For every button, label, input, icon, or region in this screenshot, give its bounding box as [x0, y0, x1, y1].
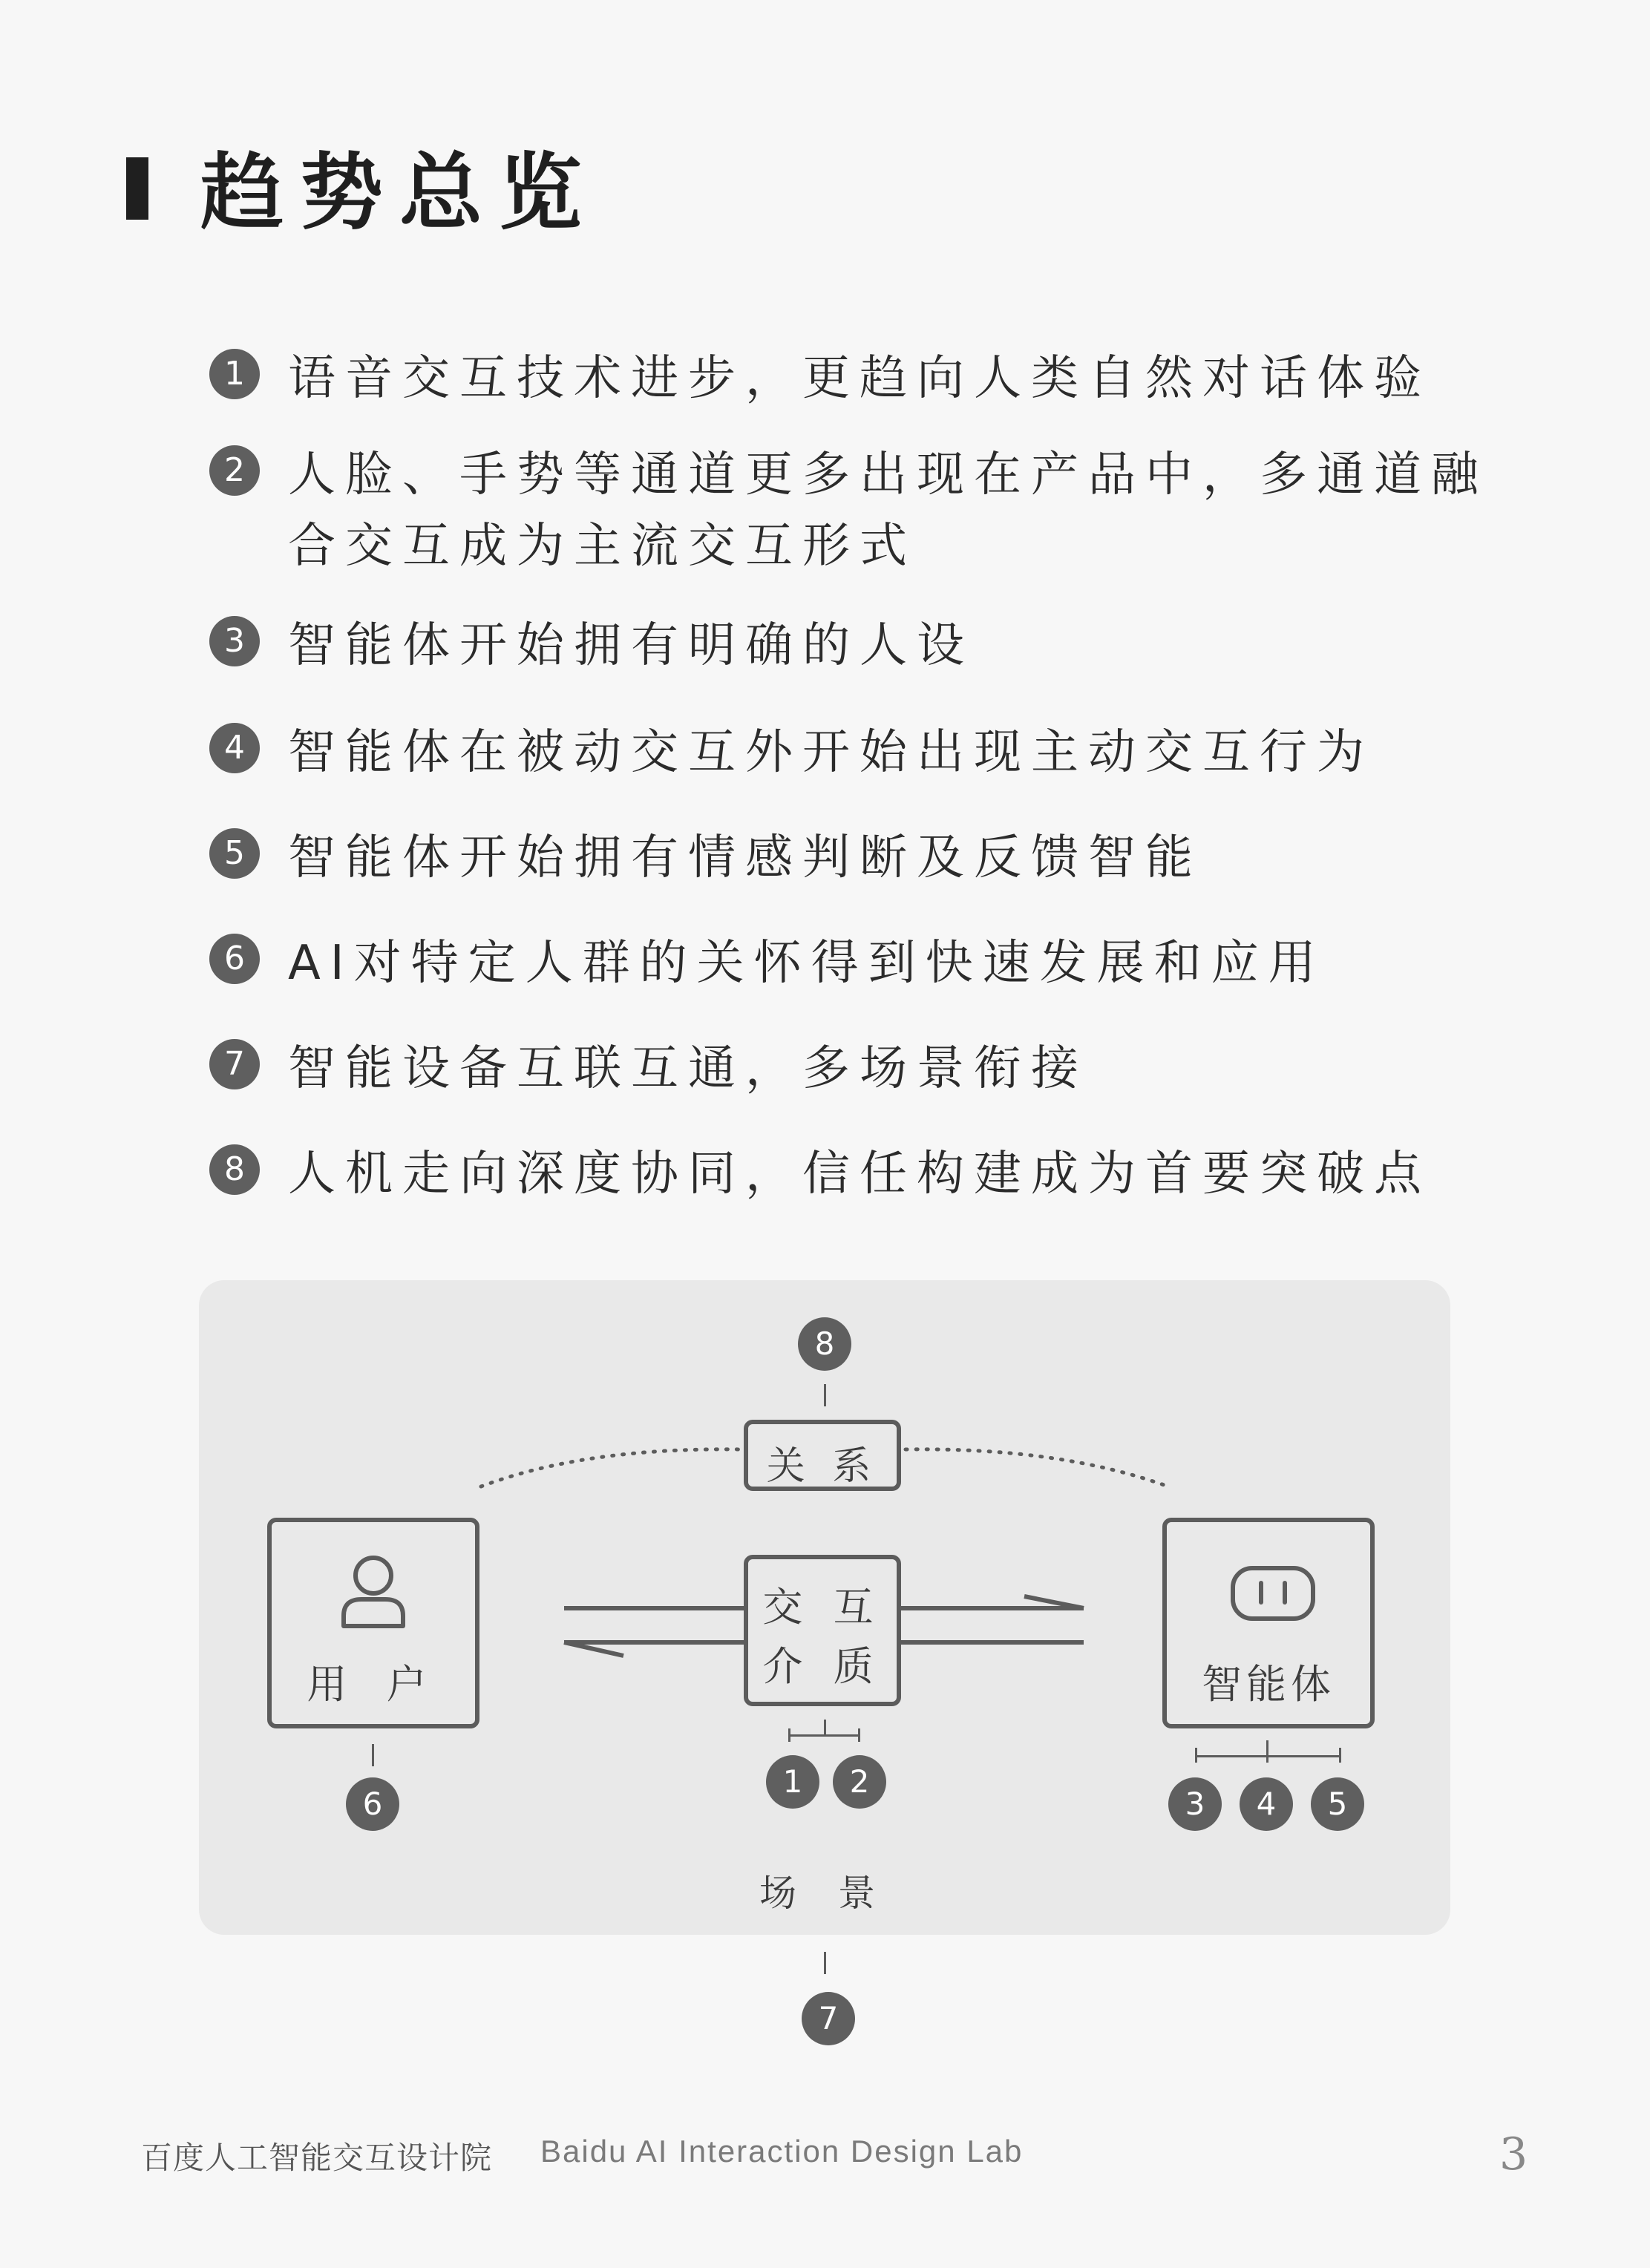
footer-org-name-en: Baidu AI Interaction Design Lab [540, 2134, 1024, 2169]
trend-text: 智能设备互联互通，多场景衔接 [288, 1041, 1088, 1096]
badge-8: 8 [798, 1317, 851, 1371]
page-title: 趋势总览 [200, 145, 598, 241]
trend-item [209, 717, 1516, 788]
trend-item [209, 610, 1516, 681]
badge-5: 5 [1311, 1777, 1364, 1831]
trend-text: 智能体开始拥有明确的人设 [288, 618, 974, 673]
scene-label: 场 景 [759, 1872, 890, 1915]
badge-6: 6 [346, 1777, 399, 1831]
trend-text: 人脸、手势等通道更多出现在产品中，多通道融合交互成为主流交互形式 [288, 448, 1488, 574]
badge-2: 2 [833, 1755, 886, 1809]
page-number: 3 [1499, 2128, 1528, 2180]
badge-4: 4 [1240, 1777, 1293, 1831]
medium-label-line2: 介 质 [762, 1643, 883, 1690]
title-accent-bar [126, 157, 148, 220]
connector-tick [824, 1720, 826, 1736]
trend-item [209, 1033, 1516, 1104]
trend-number-badge: 1 [209, 349, 260, 399]
trend-number-badge: 7 [209, 1039, 260, 1089]
connector-tick [858, 1728, 860, 1742]
connector-tick [1339, 1748, 1341, 1763]
connector-tick [824, 1952, 826, 1974]
connector-tick [824, 1384, 826, 1406]
trend-text: 智能体在被动交互外开始出现主动交互行为 [288, 725, 1374, 780]
trend-number-badge: 8 [209, 1144, 260, 1195]
connector-bracket [788, 1734, 860, 1737]
trend-item [209, 439, 1516, 582]
medium-box [744, 1555, 901, 1706]
footer-org-name: 百度人工智能交互设计院 [141, 2140, 493, 2176]
agent-box [1162, 1518, 1375, 1728]
connector-tick [788, 1728, 790, 1742]
connector-tick [1195, 1748, 1197, 1763]
relation-label: 关 系 [766, 1444, 879, 1489]
trend-item [209, 1138, 1516, 1210]
trend-number-badge: 3 [209, 616, 260, 666]
trend-item [209, 928, 1516, 999]
badge-7: 7 [802, 1992, 855, 2045]
trend-text: 智能体开始拥有情感判断及反馈智能 [288, 830, 1202, 885]
robot-face-icon [1228, 1564, 1317, 1623]
trend-number-badge: 5 [209, 828, 260, 879]
badge-1: 1 [766, 1755, 819, 1809]
connector-tick [1266, 1740, 1268, 1763]
medium-label-line1: 交 互 [762, 1584, 883, 1630]
connector-tick [372, 1744, 374, 1766]
trend-item [209, 822, 1516, 894]
relationship-diagram [199, 1280, 1450, 1935]
trend-text: AI对特定人群的关怀得到快速发展和应用 [288, 936, 1326, 991]
relation-box [744, 1420, 901, 1491]
user-label: 用 户 [307, 1661, 440, 1708]
badge-3: 3 [1168, 1777, 1222, 1831]
agent-label: 智能体 [1202, 1661, 1335, 1708]
trend-text: 人机走向深度协同，信任构建成为首要突破点 [288, 1147, 1431, 1202]
trend-number-badge: 2 [209, 445, 260, 496]
trend-number-badge: 4 [209, 723, 260, 773]
trend-number-badge: 6 [209, 934, 260, 984]
trend-item [209, 343, 1516, 414]
trend-text: 语音交互技术进步，更趋向人类自然对话体验 [288, 351, 1431, 406]
